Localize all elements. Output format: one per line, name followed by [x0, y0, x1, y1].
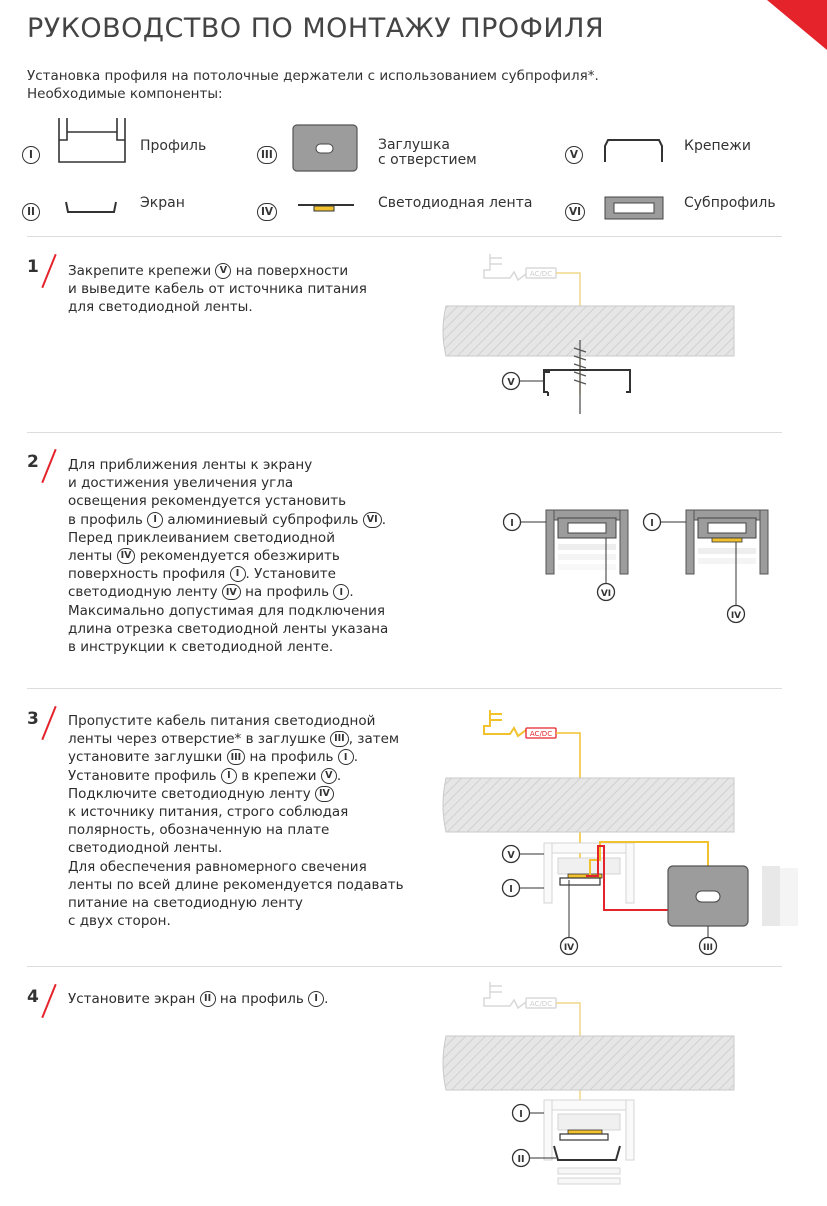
profile-assembly: [544, 1100, 634, 1184]
component-label: Профиль: [140, 138, 207, 154]
roman-marker: IV: [315, 786, 334, 802]
roman-marker: VI: [565, 203, 585, 221]
roman-marker: V: [215, 263, 231, 279]
diffuser: [554, 1146, 620, 1160]
intro-line-2: Необходимые компоненты:: [27, 86, 223, 102]
profile-with-led: [686, 510, 768, 574]
divider: [27, 236, 782, 237]
step-number: 4: [27, 987, 39, 1007]
component-label: Экран: [140, 195, 185, 211]
step-slash: [41, 254, 56, 288]
profile-with-subprofile: [546, 510, 628, 574]
bracket-icon: [600, 138, 666, 170]
step-1-diagram: [440, 244, 740, 424]
component-fasteners: [565, 146, 583, 164]
marker: II: [517, 1154, 525, 1165]
corner-accent: [767, 0, 827, 50]
roman-marker: V: [565, 146, 583, 164]
component-label: Субпрофиль: [684, 195, 776, 211]
divider: [27, 966, 782, 967]
step-slash: [41, 984, 56, 1018]
roman-marker: III: [257, 146, 277, 164]
roman-marker: I: [147, 512, 163, 528]
diffuser-icon: [64, 198, 118, 220]
page-title: РУКОВОДСТВО ПО МОНТАЖУ ПРОФИЛЯ: [27, 13, 605, 44]
intro-line-1: Установка профиля на потолочные держатели с использованием субпрофиля*.: [27, 68, 599, 84]
roman-marker: IV: [117, 548, 136, 564]
bracket: [544, 370, 630, 396]
step-slash: [41, 449, 56, 483]
psu-label: AC/DC: [529, 270, 553, 278]
marker: V: [507, 850, 515, 861]
step-1-text: Закрепите крепежи V на поверхности и выведите кабель от источника питания для светодиодной ленты.: [68, 263, 367, 316]
component-label-endcap: Заглушка с отверстием: [378, 137, 477, 168]
step-number: 3: [27, 709, 39, 729]
led-strip-icon: [296, 200, 358, 220]
component-profile: [22, 146, 40, 164]
intro: [27, 67, 599, 103]
marker: I: [650, 518, 654, 529]
roman-marker: I: [22, 146, 40, 164]
roman-marker: II: [200, 991, 216, 1007]
step-3-text: Пропустите кабель питания светодиодной ленты через отверстие* в заглушке III , затем установите заглушки III на профиль I . Установите профиль I в крепежи V . Подключите светодиодную ленту IV к источнику питания, строго соблюдая полярность, обозначенную на плате светодиодной ленты. Для обеспечения равномерного свечения ленты по всей длине рекомендуется подавать питание на светодиодную ленту с двух сторон.: [68, 713, 404, 930]
marker: I: [510, 518, 514, 529]
endcap-icon: [292, 124, 360, 172]
step-number: 1: [27, 257, 39, 277]
component-led-strip: [257, 203, 277, 221]
roman-marker: I: [308, 991, 324, 1007]
step-4-diagram: [440, 972, 740, 1197]
step-slash: [41, 706, 56, 740]
marker: V: [507, 377, 515, 388]
subprofile-icon: [604, 196, 666, 222]
marker: I: [509, 884, 513, 895]
marker: III: [702, 943, 714, 953]
psu-label: AC/DC: [529, 730, 553, 738]
component-label: Светодиодная лента: [378, 195, 533, 211]
marker: VI: [600, 589, 612, 599]
marker: IV: [730, 611, 742, 621]
roman-marker: VI: [363, 512, 382, 528]
roman-marker: I: [333, 584, 349, 600]
marker: I: [519, 1109, 523, 1120]
component-subprofile: [565, 203, 585, 221]
step-2-diagram: [498, 500, 788, 630]
component-endcap: [257, 146, 277, 164]
step-3-diagram: [440, 700, 800, 965]
roman-marker: I: [221, 768, 237, 784]
ceiling: [443, 1036, 734, 1090]
component-label: Крепежи: [684, 138, 751, 154]
roman-marker: III: [227, 749, 246, 765]
step-2-text: Для приближения ленты к экрану и достижения увеличения угла освещения рекомендуется установить в профиль I алюминиевый субпрофиль VI . Перед приклеиванием светодиодной ленты IV рекомендуется обезжирить поверхность профиля I . Установите светодиодную ленту IV на профиль I . Максимально допустимая для подключения длина отрезка светодиодной ленты указана в инструкции к светодиодной ленте.: [68, 457, 389, 656]
roman-marker: IV: [257, 203, 277, 221]
roman-marker: I: [230, 566, 246, 582]
roman-marker: IV: [222, 584, 241, 600]
roman-marker: I: [338, 749, 354, 765]
divider: [27, 688, 782, 689]
divider: [27, 432, 782, 433]
step-4-text: Установите экран II на профиль I .: [68, 991, 329, 1007]
component-screen: [22, 203, 40, 221]
plug-icon: [484, 710, 526, 736]
ceiling: [443, 778, 734, 832]
marker: IV: [563, 943, 575, 953]
roman-marker: III: [330, 731, 349, 747]
psu-label: AC/DC: [529, 1000, 553, 1008]
profile-icon: [55, 118, 130, 168]
roman-marker: V: [321, 768, 337, 784]
step-number: 2: [27, 452, 39, 472]
ceiling: [443, 306, 734, 356]
roman-marker: II: [22, 203, 40, 221]
